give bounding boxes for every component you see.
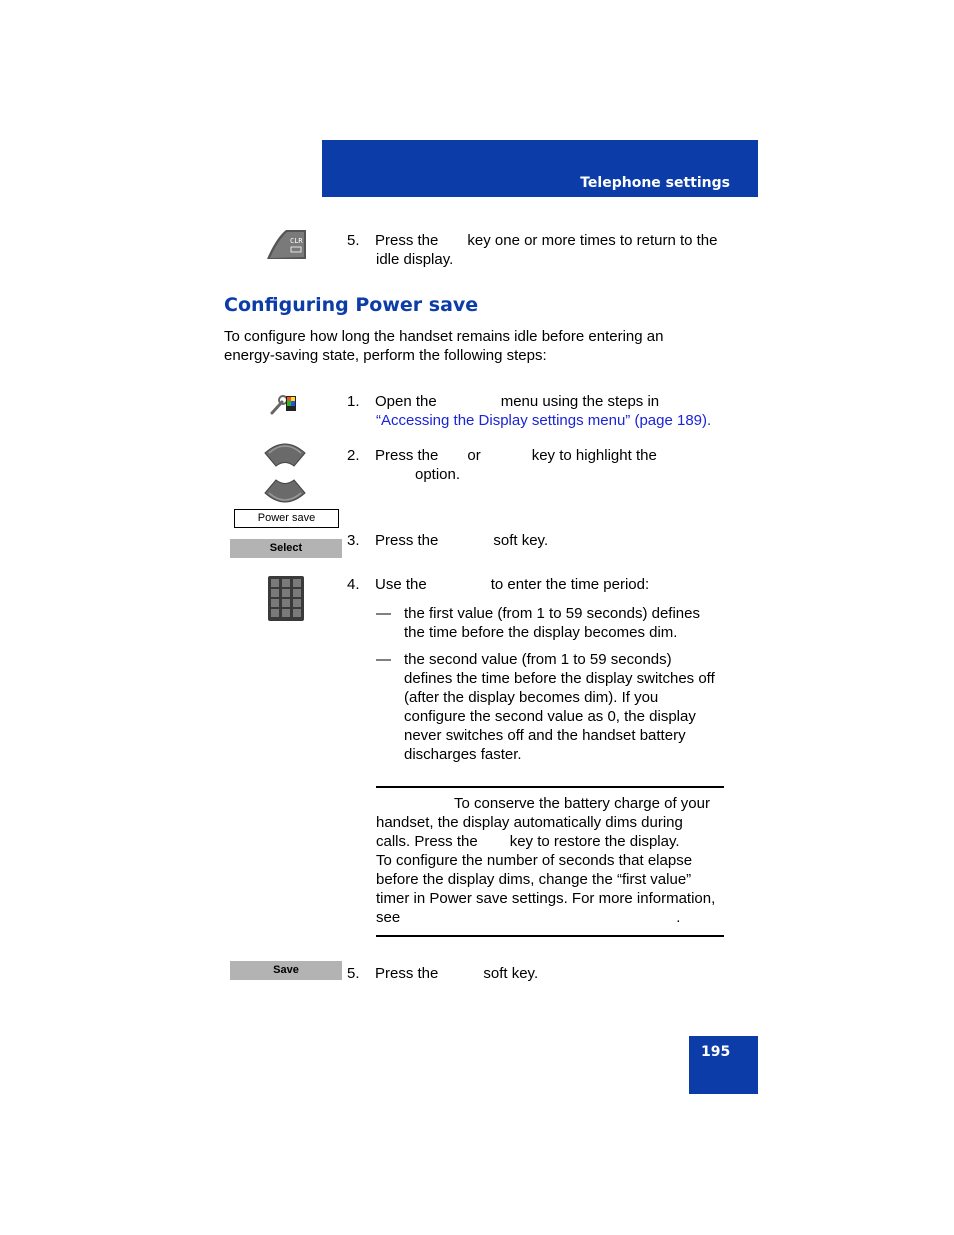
step-1: 1. Open the menu using the steps in “Accessing the Display settings menu” (page 189). bbox=[347, 393, 712, 429]
display-settings-link[interactable]: “Accessing the Display settings menu” (page 189). bbox=[376, 412, 712, 429]
step-3: 3. Press the soft key. bbox=[347, 532, 549, 549]
note-top-rule bbox=[376, 786, 724, 788]
down-key-icon bbox=[264, 479, 306, 509]
power-save-option: Power save bbox=[234, 509, 339, 528]
intro-paragraph: To configure how long the handset remains idle before entering an energy-saving state, perform the following steps: bbox=[224, 328, 664, 364]
bullet-1: — the first value (from 1 to 59 seconds) defines the time before the display becomes dim. bbox=[376, 605, 700, 641]
section-title: Configuring Power save bbox=[224, 294, 479, 316]
svg-text:CLR: CLR bbox=[290, 237, 303, 245]
step-top-5: 5. Press the key one or more times to return to the idle display. bbox=[347, 232, 718, 268]
select-softkey[interactable]: Select bbox=[230, 539, 342, 558]
note-bottom-rule bbox=[376, 935, 724, 937]
bullet-2: — the second value (from 1 to 59 seconds) defines the time before the display switches off (after the display becomes dim). If you configure the second value as 0, the display never switches off and the handset battery discharges faster. bbox=[376, 651, 715, 763]
up-key-icon bbox=[264, 441, 306, 471]
step-5: 5. Press the soft key. bbox=[347, 965, 539, 982]
page-number: 195 bbox=[701, 1044, 731, 1060]
step-2: 2. Press the or key to highlight the option. bbox=[347, 447, 657, 483]
header-bar bbox=[322, 140, 758, 197]
header-title: Telephone settings bbox=[580, 175, 730, 191]
page-number-box bbox=[689, 1036, 758, 1094]
keypad-icon bbox=[268, 576, 304, 625]
note-box: To conserve the battery charge of your handset, the display automatically dims during calls. Press the key to restore the display. To configure the number of seconds that elapse before the display dims, change the “first value” timer in Power save settings. For more information, see . bbox=[376, 795, 716, 926]
display-settings-icon bbox=[270, 393, 298, 419]
save-softkey[interactable]: Save bbox=[230, 961, 342, 980]
step-4: 4. Use the to enter the time period: bbox=[347, 576, 650, 593]
clr-key-icon bbox=[266, 228, 308, 264]
